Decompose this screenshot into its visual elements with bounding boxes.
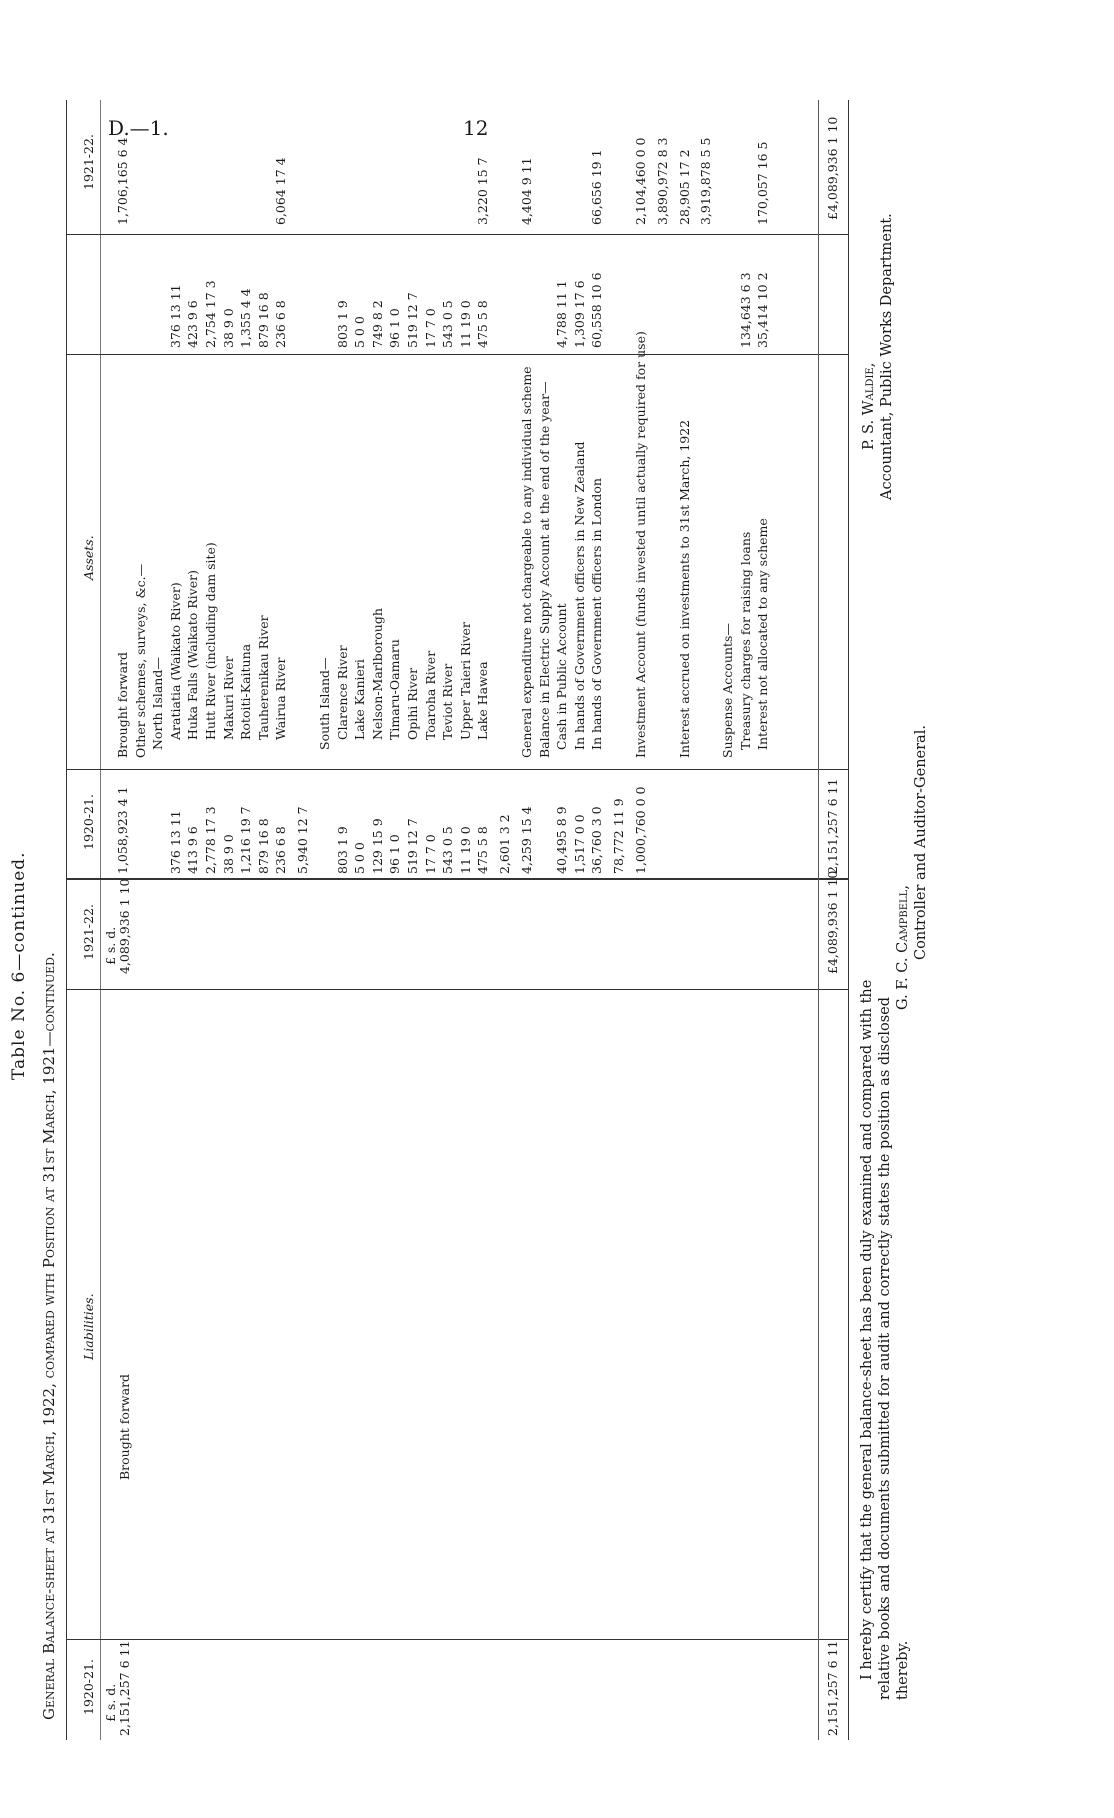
auditor-title: Controller and Auditor-General. <box>913 725 929 960</box>
asset-row-curr: 1,706,165 6 4 <box>115 137 130 225</box>
asset-row-curr: 170,057 16 5 <box>755 141 771 225</box>
asset-row-label: Balance in Electric Supply Account at the end of the year— <box>536 381 552 758</box>
asset-row-label: Lake Kanieri <box>352 659 368 740</box>
asset-row-prev: 40,495 8 9 <box>554 806 570 874</box>
col-sep-3 <box>66 878 848 880</box>
asset-row-label: North Island— <box>150 657 166 750</box>
asset-row-prev: 236 6 8 <box>273 826 289 874</box>
auditor-name: G. F. C. Campbell, <box>895 885 911 1010</box>
asset-row-label: Makuri River <box>220 656 236 740</box>
asset-row-detail: 60,558 10 6 <box>589 272 605 348</box>
asset-row-label: Toaroha River <box>422 650 438 740</box>
rotated-balance-sheet <box>0 80 1010 1780</box>
liab-prev-units: £ s. d. <box>103 1683 118 1722</box>
asset-row-label: Timaru-Oamaru <box>387 639 403 740</box>
asset-row-prev: 78,772 11 9 <box>611 798 626 874</box>
asset-row-label: Suspense Accounts— <box>720 623 736 758</box>
asset-curr-year-header: 1921-22. <box>81 134 96 190</box>
asset-row-label: Interest accrued on investments to 31st March, 1922 <box>676 419 692 758</box>
asset-row-prev: 4,259 15 4 <box>519 806 534 874</box>
asset-row-detail: 879 16 8 <box>255 292 271 348</box>
asset-row-prev: 376 13 11 <box>167 810 183 874</box>
asset-row-prev: 1,000,760 0 0 <box>633 786 648 874</box>
asset-row-label: Treasury charges for raising loans <box>737 531 753 750</box>
col-sep-1 <box>66 1639 848 1640</box>
header-divider <box>100 100 101 1740</box>
asset-row-curr: 66,656 19 1 <box>589 149 605 225</box>
certification-line-3: thereby. <box>895 1640 911 1700</box>
asset-row-detail: 5 0 0 <box>352 316 368 348</box>
asset-row-detail: 236 6 8 <box>273 300 289 348</box>
asset-row-detail: 4,788 11 1 <box>554 280 570 348</box>
asset-row-curr: 3,220 15 7 <box>475 157 491 225</box>
asset-row-curr: 2,104,460 0 0 <box>633 137 648 225</box>
asset-row-curr: 4,404 9 11 <box>519 157 534 225</box>
asset-row-label: Wairua River <box>273 657 289 740</box>
asset-row-curr: 28,905 17 2 <box>676 149 692 225</box>
liab-curr-total: £4,089,936 1 10 <box>825 870 840 974</box>
liab-curr-units: £ s. d. <box>103 926 118 965</box>
asset-row-detail: 1,355 4 4 <box>238 288 254 348</box>
asset-row-prev: 129 15 9 <box>369 818 385 874</box>
liab-prev-year-header: 1920-21. <box>81 1659 96 1715</box>
asset-prev-total: 2,151,257 6 11 <box>825 778 840 874</box>
liabilities-heading: Liabilities. <box>81 1293 96 1360</box>
asset-row-prev: 96 1 0 <box>387 834 403 874</box>
asset-row-label: Upper Taieri River <box>457 622 473 740</box>
liab-curr-value: 4,089,936 1 10 <box>117 878 132 974</box>
frame-bottom <box>848 100 849 1740</box>
asset-row-prev: 413 9 6 <box>185 826 201 874</box>
asset-row-curr: 6,064 17 4 <box>273 157 289 225</box>
asset-row-prev: 519 12 7 <box>405 818 420 874</box>
balance-sheet-subtitle: General Balance-sheet at 31st March, 1922, compared with Position at 31st March, 1921—continued. <box>40 952 58 1720</box>
liab-prev-value: 2,151,257 6 11 <box>117 1640 132 1736</box>
assets-heading: Assets. <box>81 535 96 580</box>
asset-row-detail: 2,754 17 3 <box>203 280 218 348</box>
asset-row-label: Tauherenikau River <box>255 615 271 740</box>
table-title: Table No. 6—continued. <box>9 851 29 1080</box>
asset-row-label: General expenditure not chargeable to any individual scheme <box>519 366 534 758</box>
liab-curr-year-header: 1921-22. <box>81 904 96 960</box>
asset-row-label: Other schemes, surveys, &c.— <box>132 563 148 758</box>
asset-row-detail: 38 9 0 <box>220 308 236 348</box>
asset-row-prev: 1,058,923 4 1 <box>115 786 130 874</box>
col-sep-2 <box>66 989 848 990</box>
asset-row-label: South Island— <box>317 657 332 750</box>
liab-total-rule <box>818 880 819 1740</box>
asset-row-label: Aratiatia (Waikato River) <box>167 582 183 740</box>
accountant-title: Accountant, Public Works Department. <box>879 213 895 500</box>
asset-row-detail: 134,643 6 3 <box>737 272 753 348</box>
asset-row-prev: 543 0 5 <box>440 826 456 874</box>
certification-line-2: relative books and documents submitted for audit and correctly states the position as disclosed <box>877 996 893 1700</box>
frame-top <box>66 100 67 1740</box>
asset-row-prev: 2,601 3 2 <box>497 814 512 874</box>
asset-row-detail: 543 0 5 <box>440 300 456 348</box>
asset-row-detail: 423 9 6 <box>185 300 201 348</box>
liab-prev-total: 2,151,257 6 11 <box>825 1640 840 1736</box>
asset-row-curr: 3,919,878 5 5 <box>698 137 714 225</box>
accountant-name: P. S. Waldie, <box>861 362 877 450</box>
asset-row-label: Huka Falls (Waikato River) <box>185 570 201 740</box>
asset-row-prev: 38 9 0 <box>220 834 236 874</box>
col-sep-4 <box>66 769 848 770</box>
document-code: D.—1. <box>108 116 169 140</box>
asset-row-label: Teviot River <box>440 663 456 740</box>
asset-row-detail: 11 19 0 <box>457 300 473 348</box>
asset-row-label: Investment Account (funds invested until actually required for use) <box>633 331 648 758</box>
asset-row-label: Nelson-Marlborough <box>369 608 385 740</box>
asset-row-label: Opihi River <box>405 667 420 740</box>
asset-row-prev: 879 16 8 <box>255 818 271 874</box>
asset-row-label: Hutt River (including dam site) <box>203 542 218 740</box>
asset-row-prev: 1,216 19 7 <box>238 806 254 874</box>
certification-line-1: I hereby certify that the general balance-sheet has been duly examined and compared with the <box>859 979 875 1680</box>
asset-row-label: Cash in Public Account <box>554 603 570 750</box>
asset-row-prev: 475 5 8 <box>475 826 491 874</box>
col-sep-5 <box>66 354 848 355</box>
asset-row-label: Lake Hawea <box>475 661 491 740</box>
asset-row-detail: 96 1 0 <box>387 308 403 348</box>
asset-row-label: Rotoiti-Kaituna <box>238 643 254 740</box>
asset-row-detail: 17 7 0 <box>422 308 438 348</box>
asset-row-label: Brought forward <box>115 651 130 758</box>
asset-total-rule <box>818 100 819 880</box>
asset-row-prev: 803 1 9 <box>334 826 350 874</box>
asset-row-label: In hands of Government officers in New Zealand <box>571 441 587 750</box>
asset-row-detail: 749 8 2 <box>369 300 385 348</box>
asset-row-label: In hands of Government officers in London <box>589 478 605 750</box>
asset-row-detail: 803 1 9 <box>334 300 350 348</box>
liab-brought-forward: Brought forward <box>117 1373 132 1480</box>
asset-row-prev: 5 0 0 <box>352 842 368 874</box>
asset-row-prev: 2,778 17 3 <box>203 806 218 874</box>
asset-row-detail: 519 12 7 <box>405 292 420 348</box>
asset-row-curr: 3,890,972 8 3 <box>654 137 670 225</box>
asset-row-label: Interest not allocated to any scheme <box>755 518 771 750</box>
asset-row-label: Clarence River <box>334 645 350 740</box>
asset-row-prev: 5,940 12 7 <box>295 806 310 874</box>
asset-prev-year-header: 1920-21. <box>81 794 96 850</box>
asset-row-prev: 36,760 3 0 <box>589 806 605 874</box>
asset-row-detail: 376 13 11 <box>167 284 183 348</box>
asset-row-detail: 1,309 17 6 <box>571 280 587 348</box>
asset-row-detail: 475 5 8 <box>475 300 491 348</box>
page-number: 12 <box>463 116 489 140</box>
col-sep-6 <box>66 234 848 235</box>
asset-row-prev: 11 19 0 <box>457 826 473 874</box>
asset-curr-total: £4,089,936 1 10 <box>825 116 840 220</box>
asset-row-prev: 17 7 0 <box>422 834 438 874</box>
asset-row-prev: 1,517 0 0 <box>571 814 587 874</box>
asset-row-detail: 35,414 10 2 <box>755 272 771 348</box>
